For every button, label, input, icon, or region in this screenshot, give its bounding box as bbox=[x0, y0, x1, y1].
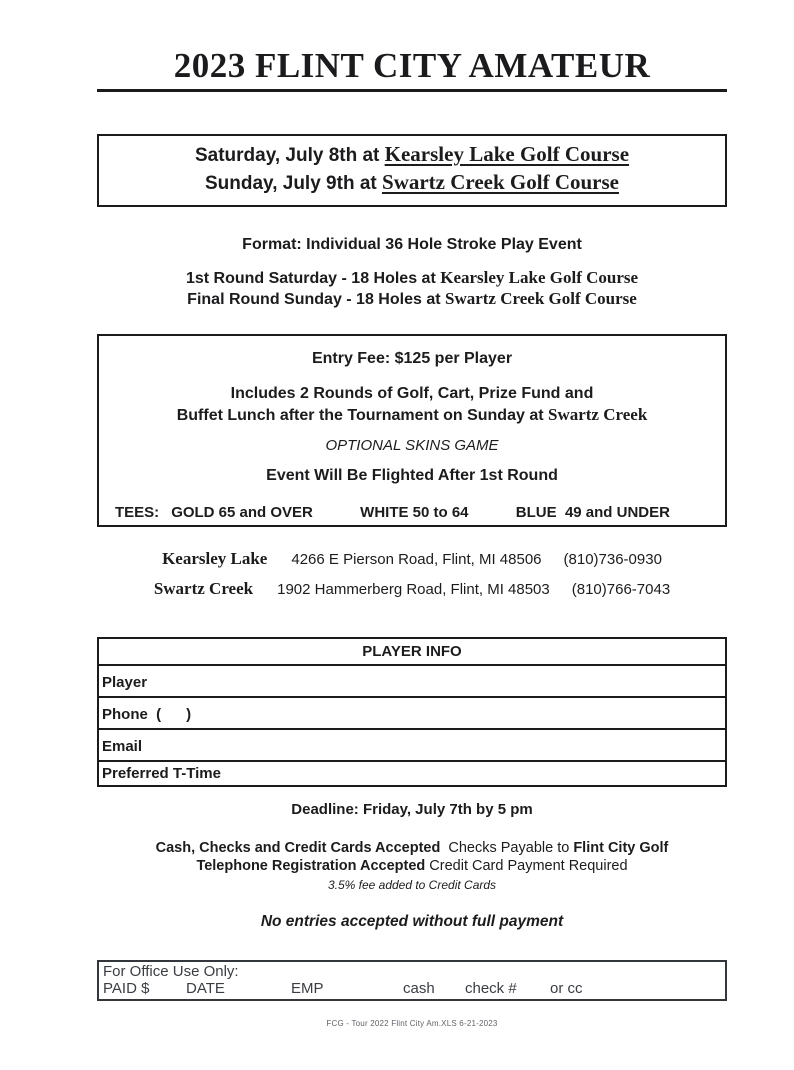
entry-fee-box bbox=[97, 334, 727, 527]
payment-line-1-regular: Checks Payable to bbox=[440, 840, 574, 856]
format-line: Format: Individual 36 Hole Stroke Play Event bbox=[242, 236, 582, 253]
payment-line-1-bold: Cash, Checks and Credit Cards Accepted bbox=[155, 840, 441, 856]
entry-fee-line: Entry Fee: $125 per Player bbox=[311, 350, 513, 367]
round-2-prefix: Final Round Sunday - 18 Holes at bbox=[187, 291, 445, 308]
office-field-date: DATE bbox=[186, 980, 225, 997]
round-1-course: Kearsley Lake Golf Course bbox=[440, 268, 639, 287]
office-field-cc: or cc bbox=[550, 980, 583, 997]
payment-line-2-bold: Telephone Registration Accepted bbox=[196, 858, 426, 874]
tees-blue: BLUE 49 and UNDER bbox=[515, 504, 670, 521]
player-name-label: Player bbox=[102, 674, 148, 691]
player-info-header: PLAYER INFO bbox=[99, 639, 725, 666]
no-entries-line: No entries accepted without full payment bbox=[260, 913, 564, 930]
payee-name: Flint City Golf bbox=[573, 840, 669, 856]
event-date-line-2 bbox=[99, 169, 725, 197]
round-1-line bbox=[97, 268, 727, 289]
optional-skins-line: OPTIONAL SKINS GAME bbox=[325, 437, 499, 454]
tees-gold-text: GOLD 65 and OVER bbox=[171, 504, 313, 521]
course-name: Swartz Creek bbox=[153, 579, 254, 598]
document-page bbox=[0, 46, 794, 1070]
page-title: 2023 FLINT CITY AMATEUR bbox=[173, 46, 651, 85]
tees-row bbox=[99, 504, 725, 525]
title-rule bbox=[97, 89, 727, 92]
date-1-prefix: Saturday, July 8th at bbox=[194, 145, 385, 166]
office-field-check: check # bbox=[465, 980, 517, 997]
preferred-ttime-field-row bbox=[99, 762, 725, 785]
credit-card-fee-note: 3.5% fee added to Credit Cards bbox=[327, 878, 497, 892]
round-2-course: Swartz Creek Golf Course bbox=[444, 289, 637, 308]
payment-line-2 bbox=[97, 857, 727, 875]
office-field-paid: PAID $ bbox=[103, 980, 150, 997]
date-2-prefix: Sunday, July 9th at bbox=[204, 173, 383, 194]
deadline-line: Deadline: Friday, July 7th by 5 pm bbox=[291, 801, 533, 818]
round-1-prefix: 1st Round Saturday - 18 Holes at bbox=[185, 270, 441, 287]
tees-gold bbox=[115, 504, 313, 521]
office-field-cash: cash bbox=[403, 980, 435, 997]
payment-line-1 bbox=[97, 839, 727, 857]
course-address: 1902 Hammerberg Road, Flint, MI 48503 bbox=[277, 581, 550, 598]
tees-label: TEES: bbox=[115, 504, 160, 521]
event-date-line-1 bbox=[99, 141, 725, 169]
tees-white: WHITE 50 to 64 bbox=[360, 504, 469, 521]
includes-line-2-prefix: Buffet Lunch after the Tournament on Sunday at bbox=[176, 407, 548, 424]
email-label: Email bbox=[102, 738, 143, 755]
office-use-title: For Office Use Only: bbox=[103, 963, 239, 980]
course-phone: (810)766-7043 bbox=[571, 581, 671, 598]
course-phone: (810)736-0930 bbox=[563, 551, 662, 568]
player-name-field-row bbox=[99, 666, 725, 698]
course-name: Kearsley Lake bbox=[162, 549, 268, 568]
includes-line-1: Includes 2 Rounds of Golf, Cart, Prize Fund and bbox=[230, 385, 594, 402]
office-use-box bbox=[97, 960, 727, 1001]
date-1-course: Kearsley Lake Golf Course bbox=[384, 142, 630, 166]
player-info-table bbox=[97, 637, 727, 787]
course-address: 4266 E Pierson Road, Flint, MI 48506 bbox=[291, 551, 542, 568]
flighted-line: Event Will Be Flighted After 1st Round bbox=[266, 467, 558, 484]
event-dates-box bbox=[97, 134, 727, 207]
includes-line-2 bbox=[99, 403, 725, 428]
phone-label: Phone ( ) bbox=[102, 706, 192, 723]
document-footer: FCG - Tour 2022 Flint City Am.XLS 6-21-2023 bbox=[326, 1019, 498, 1028]
course-row-swartz bbox=[97, 579, 727, 609]
payment-terms bbox=[97, 839, 727, 894]
date-2-course: Swartz Creek Golf Course bbox=[382, 170, 619, 194]
office-use-fields bbox=[103, 981, 721, 996]
includes-line-2-course: Swartz Creek bbox=[547, 405, 648, 424]
payment-line-2-regular: Credit Card Payment Required bbox=[425, 858, 628, 874]
phone-field-row bbox=[99, 698, 725, 730]
office-field-emp: EMP bbox=[291, 980, 324, 997]
email-field-row bbox=[99, 730, 725, 762]
round-schedule bbox=[97, 268, 727, 310]
preferred-ttime-label: Preferred T-Time bbox=[102, 765, 221, 782]
course-addresses bbox=[97, 549, 727, 609]
round-2-line bbox=[97, 289, 727, 310]
course-row-kearsley bbox=[97, 549, 727, 579]
